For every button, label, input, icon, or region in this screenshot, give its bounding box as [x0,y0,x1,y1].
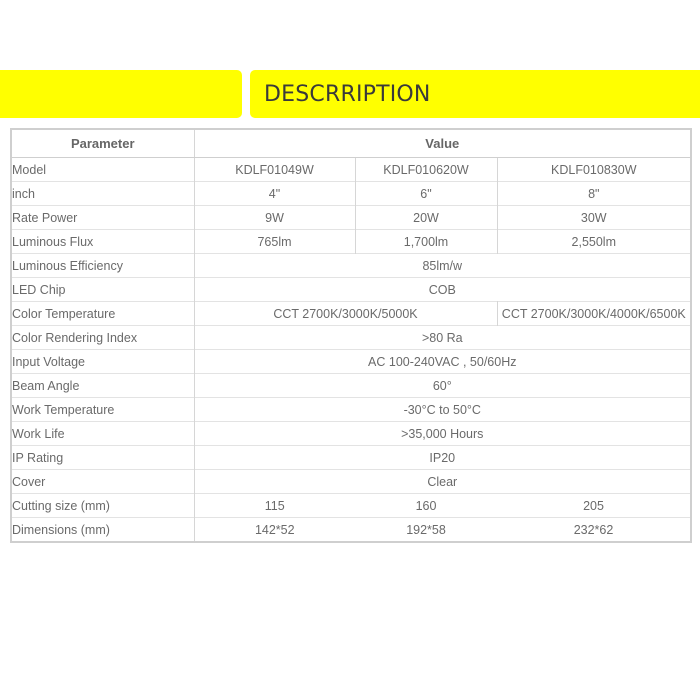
value-cell: 2,550lm [497,230,691,254]
banner-left-bar [0,70,242,118]
value-cell: 160 [355,494,497,518]
value-cell: >35,000 Hours [194,422,691,446]
param-work-life: Work Life [11,422,194,446]
value-cell: CCT 2700K/3000K/4000K/6500K [497,302,691,326]
value-cell: KDLF010830W [497,158,691,182]
table-row [11,470,691,494]
value-cell: 4" [194,182,355,206]
value-cell: -30°C to 50°C [194,398,691,422]
value-cell: 765lm [194,230,355,254]
param-model: Model [11,158,194,182]
param-color-temperature: Color Temperature [11,302,194,326]
param-cutting-size: Cutting size (mm) [11,494,194,518]
param-color-rendering-index: Color Rendering Index [11,326,194,350]
table-row [11,350,691,374]
value-cell: 30W [497,206,691,230]
param-cover: Cover [11,470,194,494]
value-cell: IP20 [194,446,691,470]
table-row [11,422,691,446]
param-ip-rating: IP Rating [11,446,194,470]
value-cell: 9W [194,206,355,230]
table-row [11,230,691,254]
param-input-voltage: Input Voltage [11,350,194,374]
section-title: DESCRRIPTION [264,82,431,107]
table-row [11,278,691,302]
table-header-row [11,129,691,158]
table-row [11,446,691,470]
table-row [11,374,691,398]
param-work-temperature: Work Temperature [11,398,194,422]
table-row [11,254,691,278]
table-row [11,206,691,230]
value-cell: Clear [194,470,691,494]
param-rate-power: Rate Power [11,206,194,230]
value-cell: CCT 2700K/3000K/5000K [194,302,497,326]
param-luminous-efficiency: Luminous Efficiency [11,254,194,278]
banner-title-bar [250,70,700,118]
value-cell: 85lm/w [194,254,691,278]
value-cell: 8" [497,182,691,206]
value-cell: 205 [497,494,691,518]
table-row [11,398,691,422]
param-beam-angle: Beam Angle [11,374,194,398]
value-cell: 192*58 [355,518,497,543]
spec-table [10,128,692,543]
value-cell: AC 100-240VAC , 50/60Hz [194,350,691,374]
value-cell: 115 [194,494,355,518]
param-luminous-flux: Luminous Flux [11,230,194,254]
param-led-chip: LED Chip [11,278,194,302]
value-cell: 1,700lm [355,230,497,254]
value-cell: 6" [355,182,497,206]
value-header: Value [194,129,691,158]
parameter-header: Parameter [11,129,194,158]
value-cell: 142*52 [194,518,355,543]
table-row [11,302,691,326]
param-inch: inch [11,182,194,206]
value-cell: KDLF010620W [355,158,497,182]
value-cell: >80 Ra [194,326,691,350]
table-row [11,326,691,350]
value-cell: KDLF01049W [194,158,355,182]
table-row [11,158,691,182]
table-row [11,182,691,206]
param-dimensions: Dimensions (mm) [11,518,194,543]
value-cell: 60° [194,374,691,398]
table-row [11,494,691,518]
value-cell: 20W [355,206,497,230]
table-row [11,518,691,543]
value-cell: COB [194,278,691,302]
value-cell: 232*62 [497,518,691,543]
